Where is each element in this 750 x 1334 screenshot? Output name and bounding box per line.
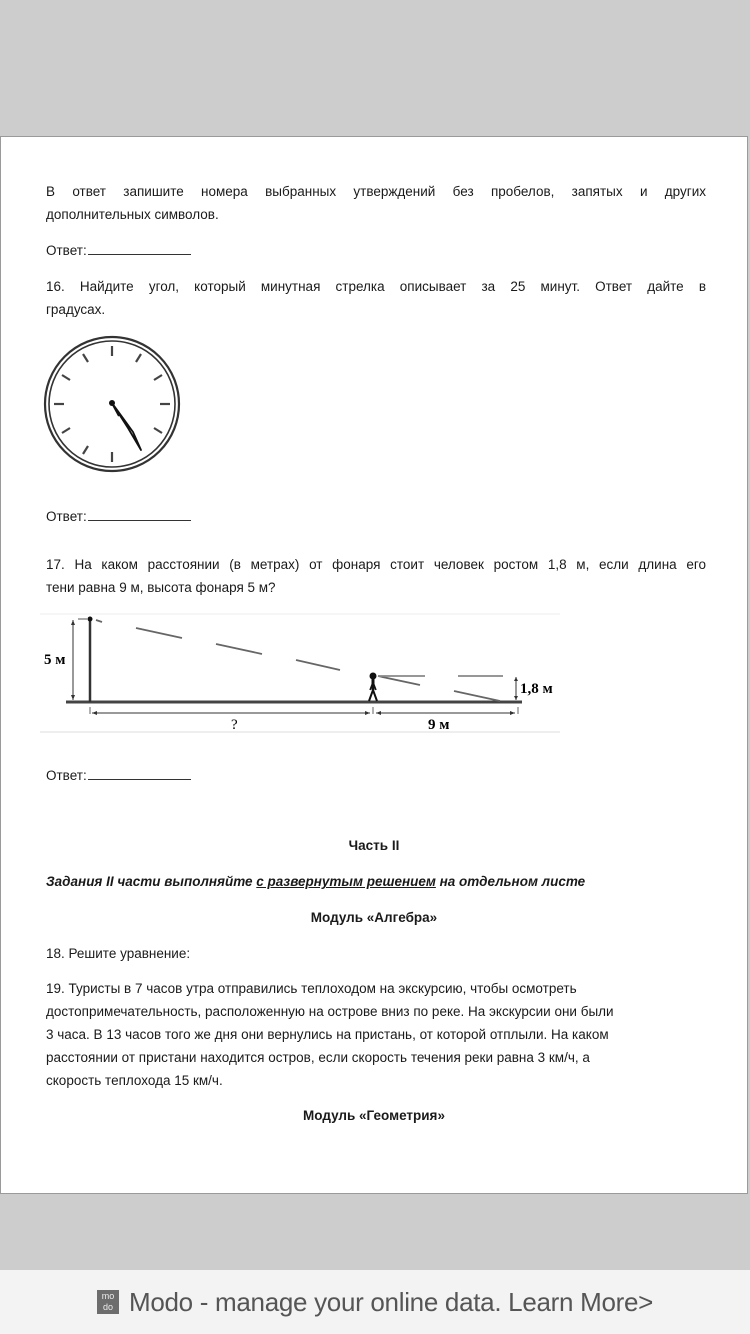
modo-logo-icon: mo do bbox=[97, 1290, 119, 1314]
q19-text-line4: расстоянии от пристани находится остров, если скорость течения реки равна 3 км/ч, а bbox=[46, 1050, 590, 1065]
q18-text: 18. Решите уравнение: bbox=[46, 946, 191, 961]
top-gray-band bbox=[0, 0, 750, 136]
part2-instruction bbox=[46, 874, 585, 889]
answer-field-16 bbox=[46, 508, 191, 524]
instruction-text: Задания II части выполняйте bbox=[46, 874, 257, 889]
q16-text-line2: градусах. bbox=[46, 302, 106, 317]
bottom-gray-band bbox=[0, 1196, 750, 1270]
q19-text-line2: достопримечательность, расположенную на острове вниз по реке. На экскурсии они были bbox=[46, 1004, 614, 1019]
q19-text-line3: 3 часа. В 13 часов того же дня они вернулись на пристань, от которой отплыли. На каком bbox=[46, 1027, 609, 1042]
q17-text-line2: тени равна 9 м, высота фонаря 5 м? bbox=[46, 580, 276, 595]
q17-text-line1: 17. На каком расстоянии (в метрах) от фонаря стоит человек ростом 1,8 м, если длина его bbox=[46, 557, 706, 572]
answer-field-17 bbox=[46, 767, 191, 783]
answer-blank bbox=[88, 508, 191, 521]
lamp-height-label: 5 м bbox=[44, 652, 66, 668]
answer-label: Ответ: bbox=[46, 509, 87, 524]
lamp-shadow-diagram bbox=[40, 610, 570, 740]
module-geometry-heading: Модуль «Геометрия» bbox=[303, 1108, 445, 1123]
q16-text-line1: 16. Найдите угол, который минутная стрелка описывает за 25 минут. Ответ дайте в bbox=[46, 279, 706, 294]
modo-ad-banner[interactable] bbox=[0, 1270, 750, 1334]
intro-text-line2: дополнительных символов. bbox=[46, 207, 219, 222]
distance-label: ? bbox=[231, 717, 238, 733]
answer-label: Ответ: bbox=[46, 768, 87, 783]
instruction-underlined-text: с развернутым решением bbox=[256, 874, 436, 889]
answer-field-15 bbox=[46, 242, 191, 258]
shadow-length-label: 9 м bbox=[428, 717, 450, 733]
q19-text-line5: скорость теплохода 15 км/ч. bbox=[46, 1073, 223, 1088]
instruction-text-end: на отдельном листе bbox=[435, 874, 586, 889]
part2-title: Часть II bbox=[348, 838, 400, 853]
answer-blank bbox=[88, 242, 191, 255]
answer-label: Ответ: bbox=[46, 243, 87, 258]
q19-text-line1: 19. Туристы в 7 часов утра отправились теплоходом на экскурсию, чтобы осмотреть bbox=[46, 981, 577, 996]
banner-learn-more-link[interactable]: Modo - manage your online data. Learn More> bbox=[128, 1286, 654, 1317]
answer-blank bbox=[88, 767, 191, 780]
intro-text-line1: В ответ запишите номера выбранных утверждений без пробелов, запятых и других bbox=[46, 184, 706, 199]
module-algebra-heading: Модуль «Алгебра» bbox=[310, 910, 438, 925]
clock-icon bbox=[42, 334, 184, 474]
person-height-label: 1,8 м bbox=[520, 681, 553, 697]
